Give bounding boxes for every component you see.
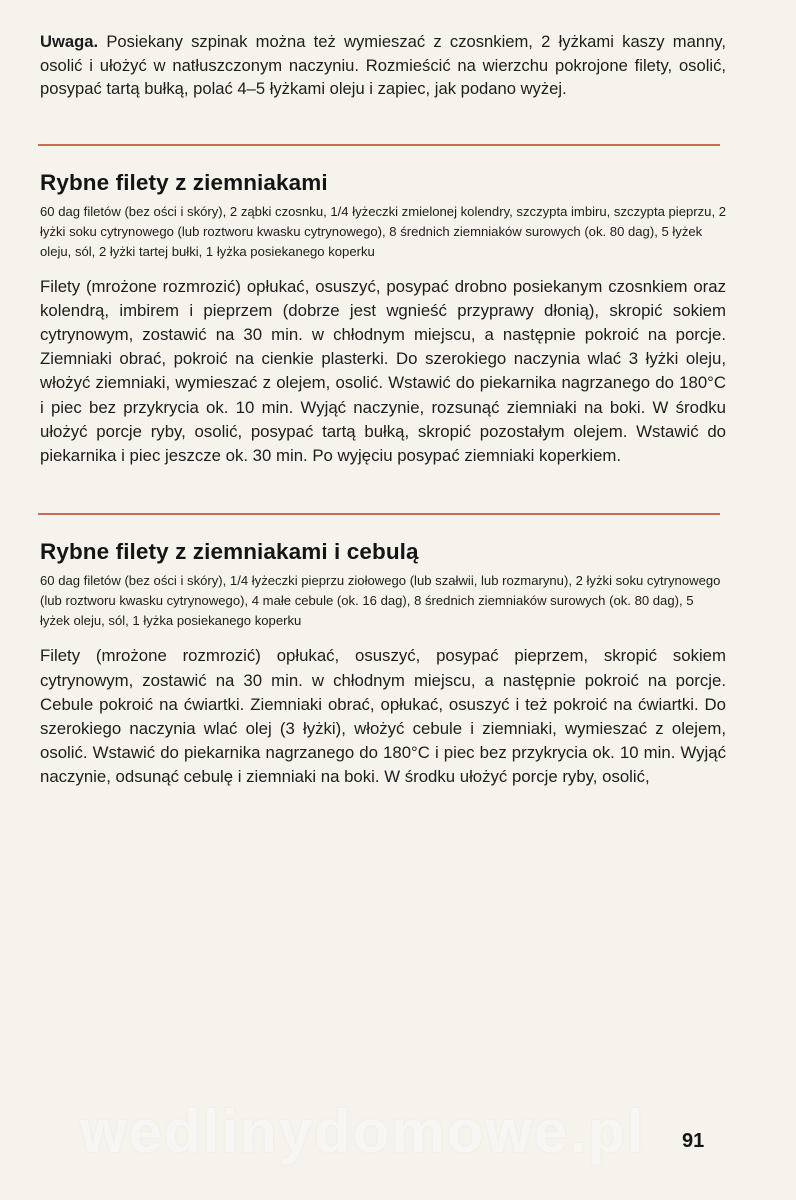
recipe-method: Filety (mrożone rozmrozić) opłukać, osuszyć, posypać pieprzem, skropić sokiem cytrynowym, zostawić na 30 min. w chłodnym miejscu, a następnie pokroić na porcje. Cebule pokroić na ćwiartki. Ziemniaki obrać, opłukać, osuszyć i też pokroić na ćwiartki. Do szerokiego naczynia wlać olej (3 łyżki), włożyć cebule i ziemniaki, wymieszać z olejem, osolić. Wstawić do piekarnika nagrzanego do 180°C i piec bez przykrycia ok. 10 min. Wyjąć naczynie, odsunąć cebulę i ziemniaki na boki. W środku ułożyć porcje ryby, osolić, <box>40 646 726 786</box>
section-divider <box>38 513 720 515</box>
cookbook-page <box>38 30 726 789</box>
recipe-title: Rybne filety z ziemniakami i cebulą <box>40 538 419 564</box>
note-paragraph <box>40 30 726 101</box>
section-divider <box>38 144 720 146</box>
watermark: wedlinydomowe.pl <box>80 1098 646 1165</box>
page-number: 91 <box>682 1130 705 1152</box>
recipe-ingredients: 60 dag filetów (bez ości i skóry), 2 ząbki czosnku, 1/4 łyżeczki zmielonej kolendry, szczypta imbiru, szczypta pieprzu, 2 łyżki soku cytrynowego (lub roztworu kwasku cytrynowego), 8 średnich ziemniaków surowych (ok. 80 dag), 5 łyżek oleju, sól, 2 łyżki tartej bułki, 1 łyżka posiekanego koperku <box>40 203 727 259</box>
recipe-2 <box>38 539 726 789</box>
recipe-method: Filety (mrożone rozmrozić) opłukać, osuszyć, posypać drobno posiekanym czosnkiem oraz kolendrą, imbirem i pieprzem (dobrze jest wgnieść przyprawy dłonią), skropić sokiem cytrynowym, zostawić na 30 min. w chłodnym miejscu, a następnie pokroić na porcje. Ziemniaki obrać, pokroić na cienkie plasterki. Do szerokiego naczynia wlać 3 łyżki oleju, włożyć ziemniaki, wymieszać z olejem, osolić. Wstawić do piekarnika nagrzanego do 180°C i piec bez przykrycia ok. 10 min. Wyjąć naczynie, rozsunąć ziemniaki na boki. W środku ułożyć porcje ryby, osolić, posypać tartą bułką, skropić pozostałym olejem. Wstawić do piekarnika i piec jeszcze ok. 30 min. Po wyjęciu posypać ziemniaki koperkiem. <box>40 277 726 465</box>
note-text: Posiekany szpinak można też wymieszać z czosnkiem, 2 łyżkami kaszy manny, osolić i ułożyć w natłuszczonym naczyniu. Rozmieścić na wierzchu pokrojone filety, osolić, posypać tartą bułką, polać 4–5 łyżkami oleju i zapiec, jak podano wyżej. <box>40 32 726 98</box>
recipe-ingredients: 60 dag filetów (bez ości i skóry), 1/4 łyżeczki pieprzu ziołowego (lub szałwii, lub rozmarynu), 2 łyżki soku cytrynowego (lub roztworu kwasku cytrynowego), 4 małe cebule (ok. 16 dag), 8 średnich ziemniaków surowych (ok. 80 dag), 5 łyżek oleju, sól, 1 łyżka posiekanego koperku <box>40 572 721 629</box>
recipe-title: Rybne filety z ziemniakami <box>40 169 328 195</box>
note-label: Uwaga. <box>40 32 99 51</box>
recipe-1 <box>38 170 726 468</box>
